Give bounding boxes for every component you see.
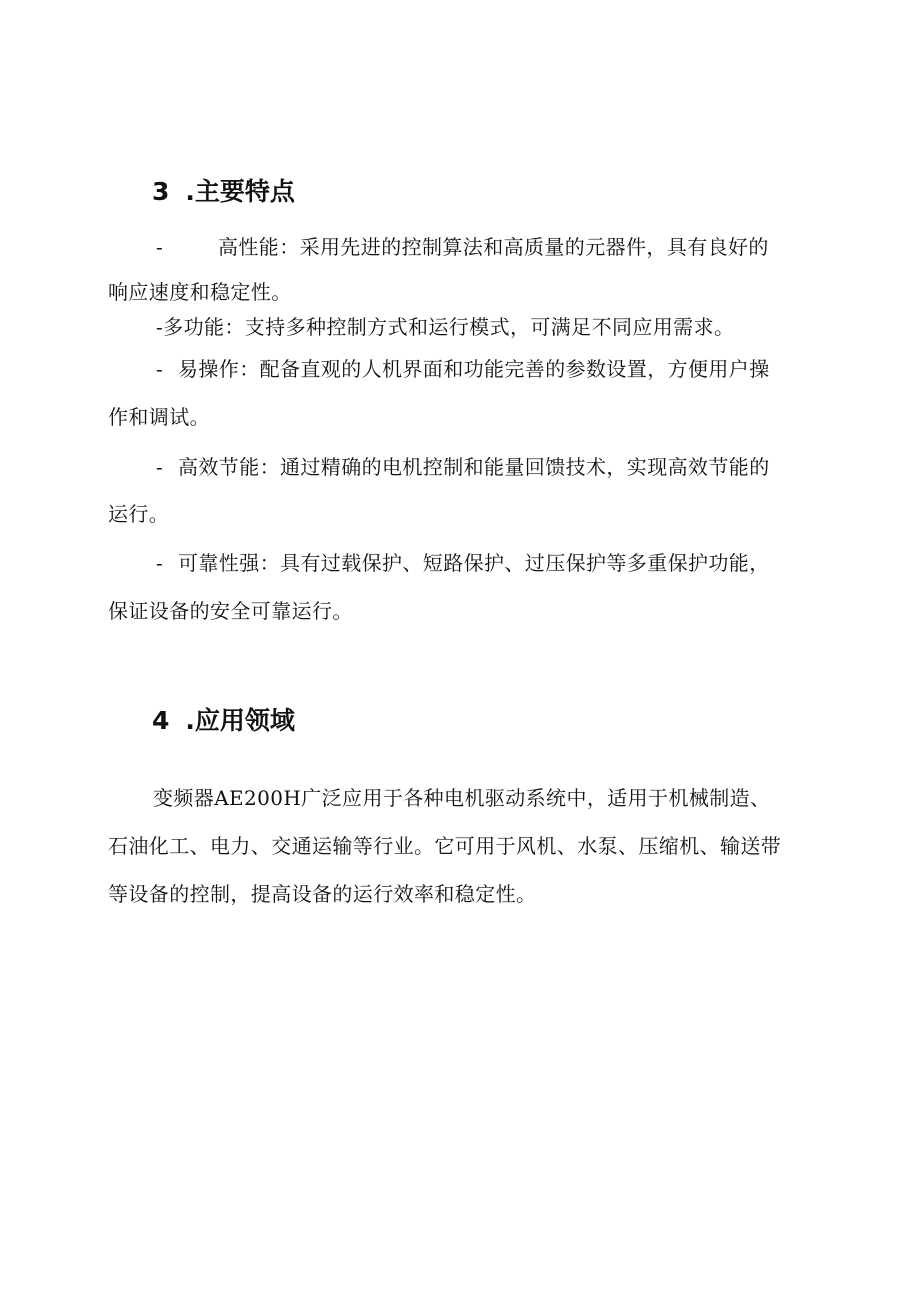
application-paragraph-line-1: 变频器AE200H广泛应用于各种电机驱动系统中，适用于机械制造、	[153, 786, 771, 810]
feature-item-1-dash: -	[156, 235, 164, 259]
section-4-title: .应用领域	[185, 706, 295, 735]
feature-item-4-line-1	[156, 453, 770, 481]
feature-item-5-line-2: 保证设备的安全可靠运行。	[108, 599, 353, 623]
feature-item-3-dash: -	[156, 357, 164, 381]
feature-item-5-line-1	[156, 549, 770, 577]
section-3-heading	[152, 176, 295, 208]
feature-item-3-text: 易操作：配备直观的人机界面和功能完善的参数设置，方便用户操	[178, 357, 770, 381]
feature-item-2-text: 多功能：支持多种控制方式和运行模式，可满足不同应用需求。	[163, 315, 735, 339]
application-paragraph-line-2: 石油化工、电力、交通运输等行业。它可用于风机、水泵、压缩机、输送带	[108, 834, 782, 858]
feature-item-1-text: 高性能：采用先进的控制算法和高质量的元器件，具有良好的	[218, 235, 769, 259]
application-paragraph-line-3: 等设备的控制，提高设备的运行效率和稳定性。	[108, 882, 537, 906]
feature-item-5-text: 可靠性强：具有过载保护、短路保护、过压保护等多重保护功能，	[178, 551, 770, 575]
feature-item-1-line-1	[156, 233, 769, 261]
feature-item-2-line-1	[156, 313, 734, 341]
feature-item-3-line-2: 作和调试。	[108, 405, 210, 429]
feature-item-5-dash: -	[156, 551, 164, 575]
feature-item-1-line-2: 响应速度和稳定性。	[108, 280, 292, 304]
feature-item-4-dash: -	[156, 455, 164, 479]
feature-item-2-dash: -	[156, 315, 164, 339]
feature-item-4-line-2: 运行。	[108, 502, 170, 526]
section-3-title: .主要特点	[185, 177, 295, 206]
section-4-number: 4	[152, 706, 170, 735]
feature-item-3-line-1	[156, 355, 770, 383]
section-4-heading	[152, 705, 295, 737]
section-3-number: 3	[152, 177, 170, 206]
feature-item-4-text: 高效节能：通过精确的电机控制和能量回馈技术，实现高效节能的	[178, 455, 770, 479]
